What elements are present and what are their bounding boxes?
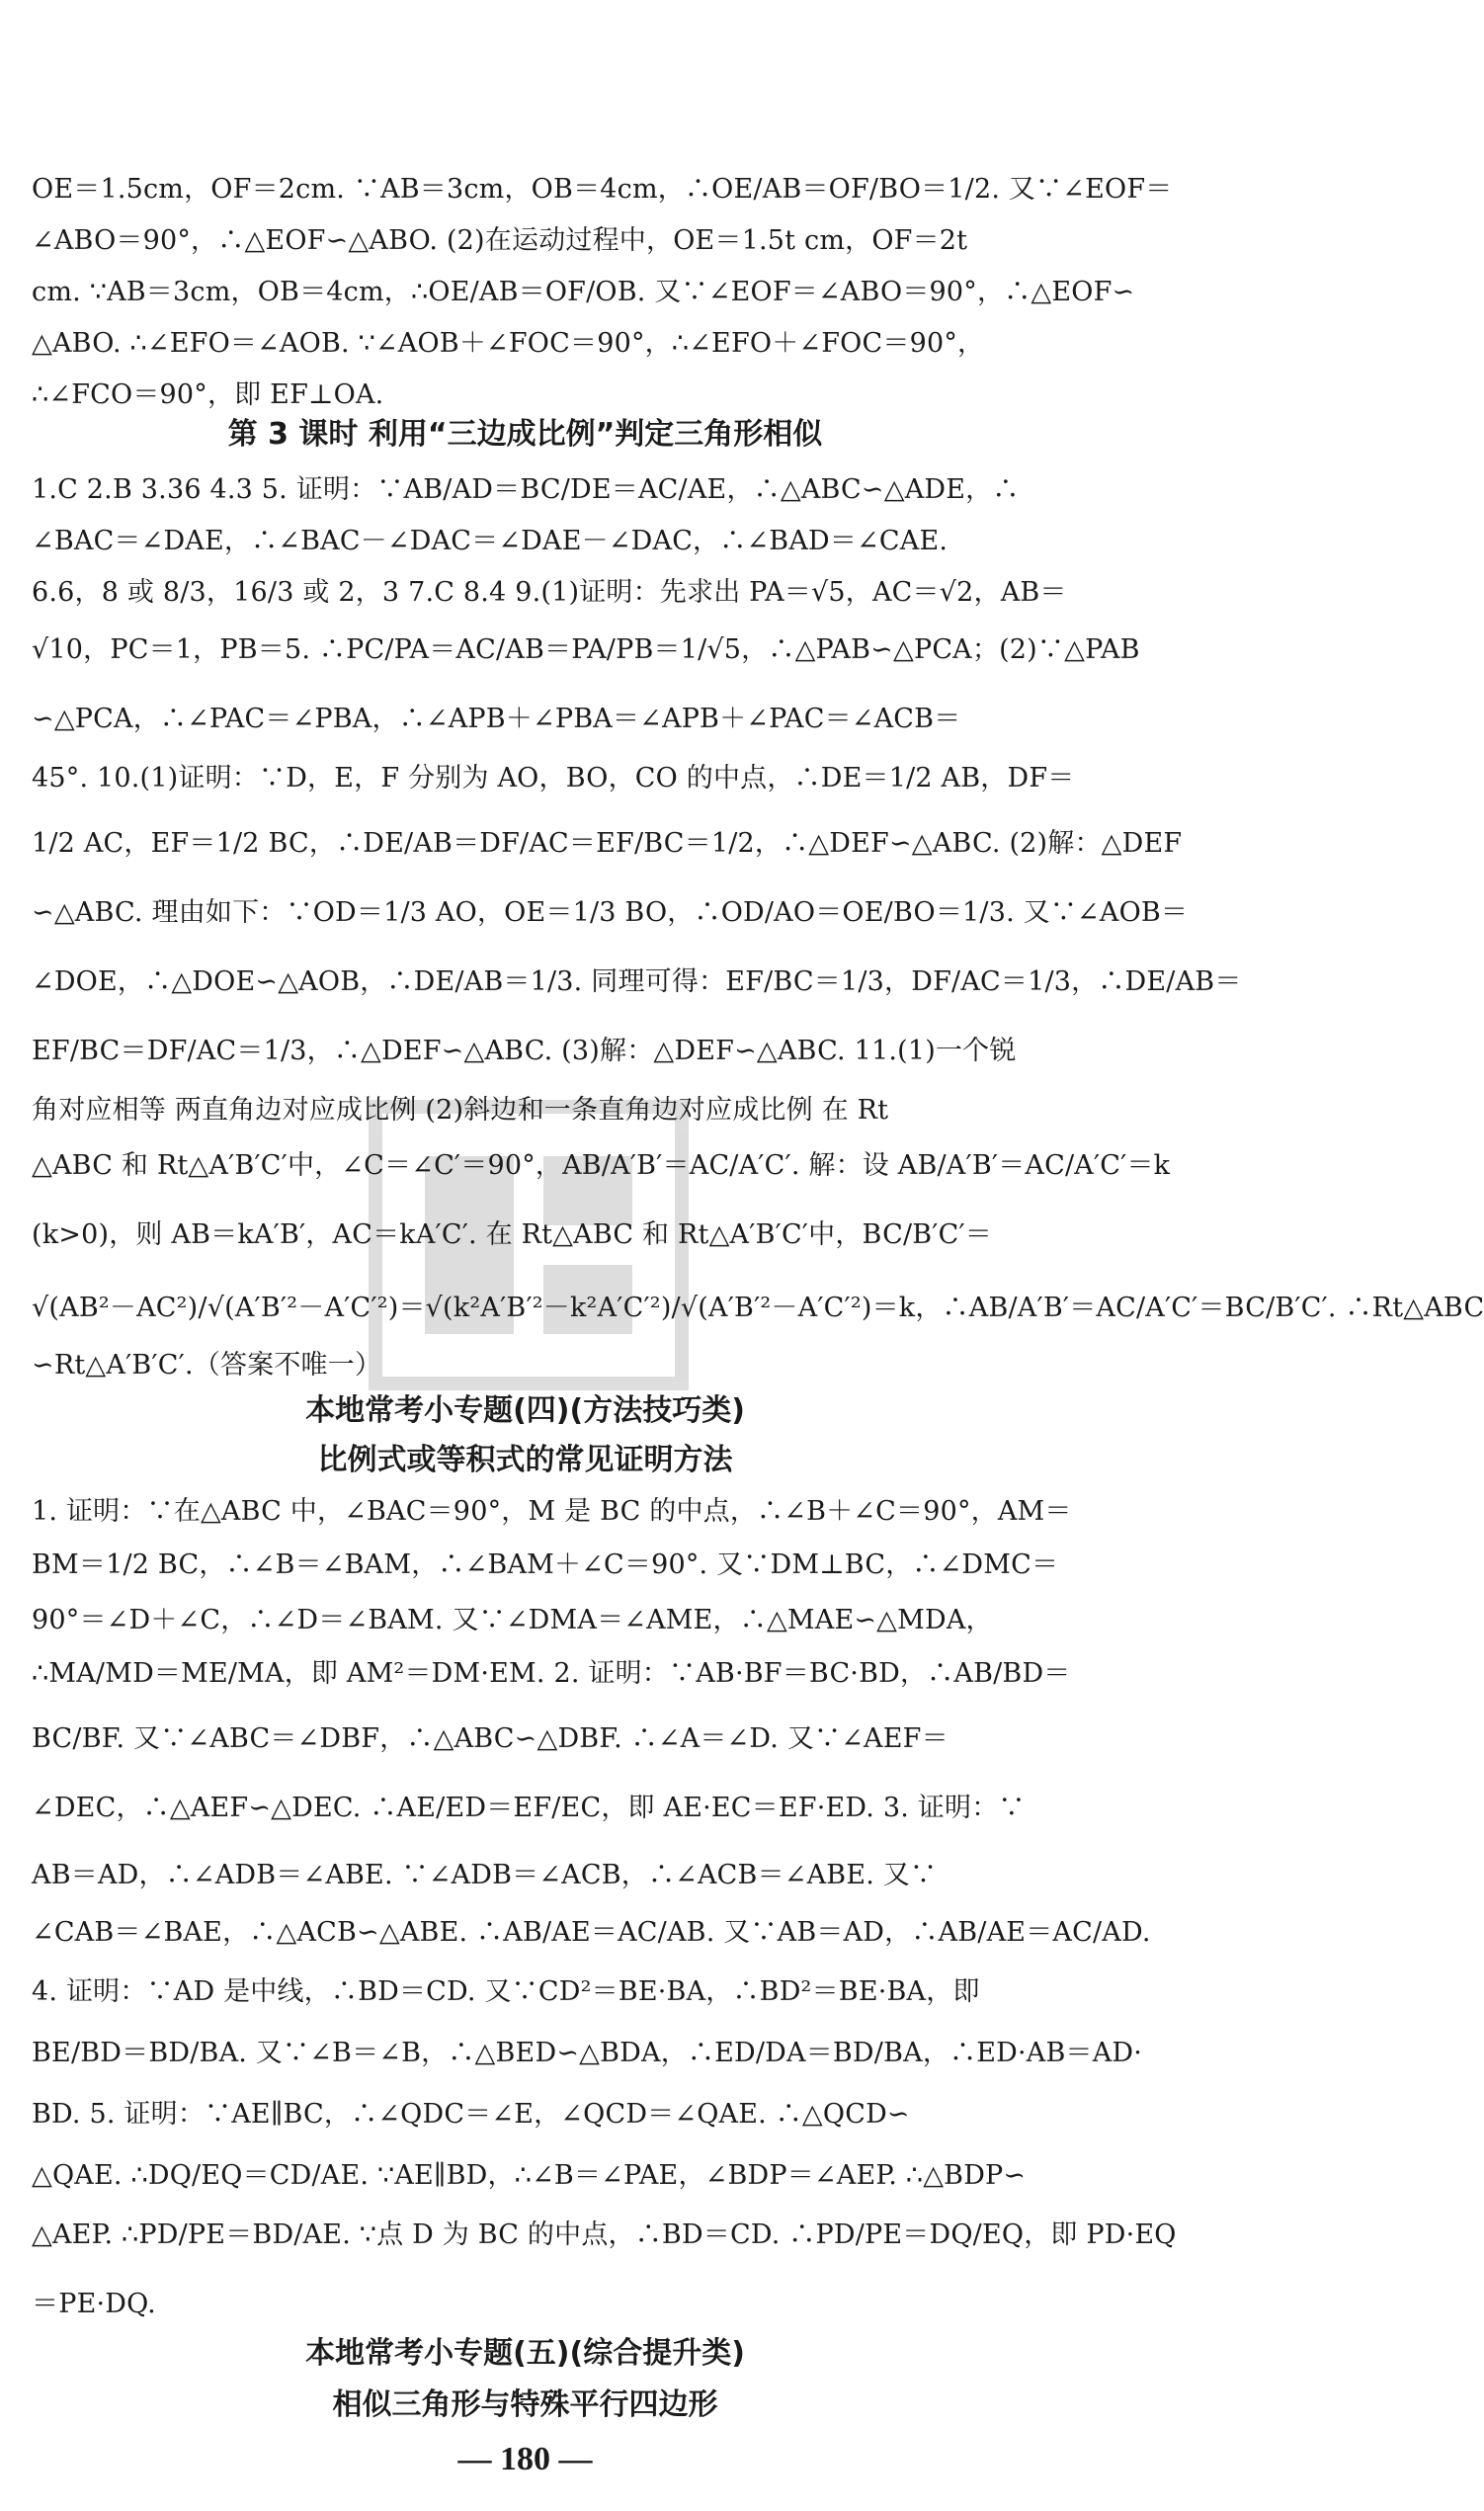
- text-line: cm. ∵AB＝3cm，OB＝4cm，∴OE/AB＝OF/OB. 又∵∠EOF＝∠ABO＝90°，∴△EOF∽: [32, 277, 1135, 307]
- text-line: ∠CAB＝∠BAE，∴△ACB∽△ABE. ∴AB/AE＝AC/AB. 又∵AB＝AD，∴AB/AE＝AC/AD.: [32, 1917, 1151, 1948]
- text-line: AB＝AD，∴∠ADB＝∠ABE. ∵∠ADB＝∠ACB，∴∠ACB＝∠ABE. 又∵: [32, 1860, 938, 1890]
- text-line: √(AB²－AC²)/√(A′B′²－A′C′²)＝√(k²A′B′²－k²A′C′²)/√(A′B′²－A′C′²)＝k，∴AB/A′B′＝AC/A′C′＝BC/B′C′. ∴Rt△ABC: [32, 1293, 1484, 1323]
- text-line: 6.6，8 或 8/3，16/3 或 2，3 7.C 8.4 9.(1)证明：先求出 PA＝√5，AC＝√2，AB＝: [32, 577, 1067, 608]
- text-line: △QAE. ∴DQ/EQ＝CD/AE. ∵AE∥BD，∴∠B＝∠PAE，∠BDP＝∠AEP. ∴△BDP∽: [32, 2160, 1027, 2191]
- text-line: OE＝1.5cm，OF＝2cm. ∵AB＝3cm，OB＝4cm，∴OE/AB＝OF/BO＝1/2. 又∵∠EOF＝: [32, 174, 1173, 205]
- text-line: 角对应相等 两直角边对应成比例 (2)斜边和一条直角边对应成比例 在 Rt: [32, 1095, 889, 1126]
- text-line: ∽△PCA，∴∠PAC＝∠PBA，∴∠APB＋∠PBA＝∠APB＋∠PAC＝∠ACB＝: [32, 704, 961, 734]
- text-line: 45°. 10.(1)证明：∵D，E，F 分别为 AO，BO，CO 的中点，∴DE＝1/2 AB，DF＝: [32, 763, 1075, 794]
- text-line: (k>0)，则 AB＝kA′B′，AC＝kA′C′. 在 Rt△ABC 和 Rt△A′B′C′中，BC/B′C′＝: [32, 1219, 992, 1250]
- text-line: ∽△ABC. 理由如下：∵OD＝1/3 AO，OE＝1/3 BO，∴OD/AO＝OE/BO＝1/3. 又∵∠AOB＝: [32, 897, 1189, 928]
- section-heading-topic5: 本地常考小专题(五)(综合提升类): [305, 2336, 745, 2371]
- text-line: BE/BD＝BD/BA. 又∵∠B＝∠B，∴△BED∽△BDA，∴ED/DA＝BD/BA，∴ED·AB＝AD·: [32, 2038, 1143, 2068]
- section-heading-topic4: 本地常考小专题(四)(方法技巧类): [305, 1393, 745, 1428]
- text-line: ∽Rt△A′B′C′.（答案不唯一）: [32, 1350, 382, 1381]
- text-line: △ABO. ∴∠EFO＝∠AOB. ∵∠AOB＋∠FOC＝90°，∴∠EFO＋∠FOC＝90°，: [32, 328, 985, 359]
- text-line: 90°＝∠D＋∠C，∴∠D＝∠BAM. 又∵∠DMA＝∠AME，∴△MAE∽△MDA，: [32, 1605, 993, 1635]
- section-subheading-topic5: 相似三角形与特殊平行四边形: [332, 2387, 718, 2422]
- text-line: ∠DOE，∴△DOE∽△AOB，∴DE/AB＝1/3. 同理可得：EF/BC＝1/3，DF/AC＝1/3，∴DE/AB＝: [32, 966, 1242, 997]
- page-number: — 180 —: [457, 2441, 593, 2477]
- text-line: BM＝1/2 BC，∴∠B＝∠BAM，∴∠BAM＋∠C＝90°. 又∵DM⊥BC，∴∠DMC＝: [32, 1549, 1059, 1580]
- text-line: 4. 证明：∵AD 是中线，∴BD＝CD. 又∵CD²＝BE·BA，∴BD²＝BE·BA，即: [32, 1976, 980, 2007]
- text-line: 1.C 2.B 3.36 4.3 5. 证明：∵AB/AD＝BC/DE＝AC/AE，∴△ABC∽△ADE，∴: [32, 474, 1020, 505]
- text-line: ∴MA/MD＝ME/MA，即 AM²＝DM·EM. 2. 证明：∵AB·BF＝BC·BD，∴AB/BD＝: [32, 1658, 1071, 1689]
- text-line: ＝PE·DQ.: [32, 2289, 156, 2319]
- text-line: ∠DEC，∴△AEF∽△DEC. ∴AE/ED＝EF/EC，即 AE·EC＝EF·ED. 3. 证明：∵: [32, 1793, 1026, 1823]
- text-line: △ABC 和 Rt△A′B′C′中，∠C＝∠C′＝90°，AB/A′B′＝AC/A′C′. 解：设 AB/A′B′＝AC/A′C′＝k: [32, 1150, 1171, 1181]
- text-line: ∠BAC＝∠DAE，∴∠BAC－∠DAC＝∠DAE－∠DAC，∴∠BAD＝∠CAE.: [32, 526, 948, 556]
- text-line: √10，PC＝1，PB＝5. ∴PC/PA＝AC/AB＝PA/PB＝1/√5，∴△PAB∽△PCA；(2)∵△PAB: [32, 634, 1140, 665]
- text-line: ∴∠FCO＝90°，即 EF⊥OA.: [32, 379, 384, 410]
- text-line: △AEP. ∴PD/PE＝BD/AE. ∵点 D 为 BC 的中点，∴BD＝CD. ∴PD/PE＝DQ/EQ，即 PD·EQ: [32, 2219, 1177, 2250]
- section-subheading-topic4: 比例式或等积式的常见证明方法: [317, 1443, 733, 1477]
- text-line: 1. 证明：∵在△ABC 中，∠BAC＝90°，M 是 BC 的中点，∴∠B＋∠C＝90°，AM＝: [32, 1496, 1072, 1527]
- text-line: 1/2 AC，EF＝1/2 BC，∴DE/AB＝DF/AC＝EF/BC＝1/2，∴△DEF∽△ABC. (2)解：△DEF: [32, 828, 1183, 859]
- section-heading-lesson3: 第 3 课时 利用“三边成比例”判定三角形相似: [227, 417, 823, 452]
- text-line: ∠ABO＝90°，∴△EOF∽△ABO. (2)在运动过程中，OE＝1.5t cm，OF＝2t: [32, 225, 968, 256]
- text-line: EF/BC＝DF/AC＝1/3，∴△DEF∽△ABC. (3)解：△DEF∽△ABC. 11.(1)一个锐: [32, 1036, 1017, 1066]
- text-line: BC/BF. 又∵∠ABC＝∠DBF，∴△ABC∽△DBF. ∴∠A＝∠D. 又∵∠AEF＝: [32, 1723, 948, 1754]
- text-line: BD. 5. 证明：∵AE∥BC，∴∠QDC＝∠E，∠QCD＝∠QAE. ∴△QCD∽: [32, 2099, 910, 2130]
